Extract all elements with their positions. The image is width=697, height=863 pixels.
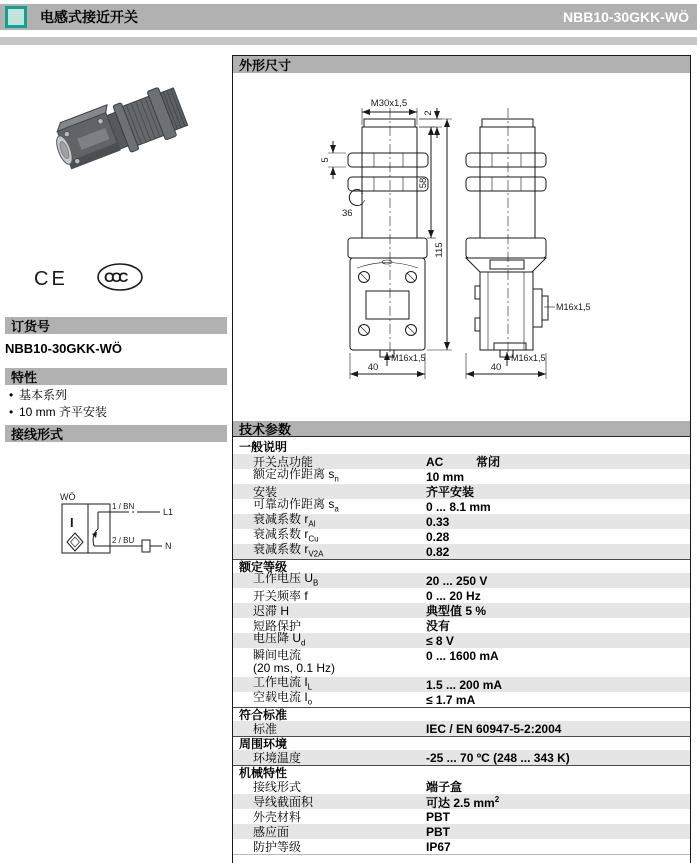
param-value: 0.33 <box>426 514 450 529</box>
param-label: 瞬间电流 (20 ms, 0.1 Hz) <box>253 648 336 675</box>
dim-gland-bottom-right: M16x1,5 <box>511 353 546 363</box>
order-number-value: NBB10-30GKK-WÖ <box>5 341 123 356</box>
dim-wrench: 36 <box>342 208 353 219</box>
param-value: -25 ... 70 ºC (248 ... 343 K) <box>426 750 570 765</box>
param-label: 衰减系数 $r_{Al}$ <box>253 511 316 529</box>
bullet-icon: • <box>9 388 14 402</box>
dim-gland-side: M16x1,5 <box>556 302 591 312</box>
dim-thread-top: M30x1,5 <box>370 98 408 109</box>
param-value: IEC / EN 60947-5-2:2004 <box>426 721 562 736</box>
param-value: 端子盒 <box>426 779 463 794</box>
dimensions-section-header: 外形尺寸 <box>233 55 690 73</box>
table-row <box>233 824 690 839</box>
table-row <box>233 779 690 794</box>
param-label: 感应面 <box>253 824 290 839</box>
param-label: 导线截面积 <box>253 794 314 809</box>
param-label: 外壳材料 <box>253 809 302 824</box>
param-value: PBT <box>426 809 450 824</box>
table-section-header: 机械特性 <box>233 765 690 779</box>
table-section-header: 符合标准 <box>233 707 690 721</box>
param-label: 接线形式 <box>253 779 302 794</box>
dim-115: 115 <box>434 242 445 258</box>
table-row <box>233 648 690 677</box>
svg-text:2 / BU: 2 / BU <box>112 536 135 545</box>
dimension-drawing <box>240 83 690 415</box>
dim-5: 5 <box>320 157 331 163</box>
param-value: ≤ 8 V <box>426 633 454 648</box>
param-label: 标准 <box>253 721 278 736</box>
svg-text:I: I <box>70 515 74 530</box>
table-section-header: 额定等级 <box>233 559 690 573</box>
bullet-icon: • <box>9 405 14 419</box>
param-value: 0.28 <box>426 529 450 544</box>
param-value: 0 ... 20 Hz <box>426 588 481 603</box>
param-label: 环境温度 <box>253 750 302 765</box>
table-row <box>233 588 690 603</box>
tech-params-section-header: 技术参数 <box>233 421 690 437</box>
table-row <box>233 570 690 588</box>
table-row <box>233 809 690 824</box>
features-section-header: 特性 <box>5 368 227 385</box>
dim-2: 2 <box>423 110 434 116</box>
param-label: 迟滞 H <box>253 603 290 618</box>
ccc-mark-icon <box>95 261 147 293</box>
param-label: 衰减系数 $r_{Cu}$ <box>253 526 319 544</box>
param-value: 10 mm <box>426 469 465 484</box>
param-label: 工作电流 $I_L$ <box>253 674 313 692</box>
order-number-section-header: 订货号 <box>5 317 227 334</box>
table-row <box>233 839 690 854</box>
ce-mark-icon <box>33 264 69 290</box>
table-section-header: 周围环境 <box>233 736 690 750</box>
param-label: 安装 <box>253 484 278 499</box>
svg-text:WÖ: WÖ <box>60 492 76 502</box>
feature-item: • 基本系列 <box>9 388 68 402</box>
page-title: 电感式接近开关 <box>40 9 138 25</box>
param-value: AC 常闭 <box>426 454 501 469</box>
param-value: 1.5 ... 200 mA <box>426 677 503 692</box>
param-value: 典型值 5 % <box>426 603 487 618</box>
param-label: 短路保护 <box>253 618 302 633</box>
svg-text:L1: L1 <box>163 507 174 517</box>
param-value: 0.82 <box>426 544 450 559</box>
product-photo <box>48 78 192 188</box>
param-label: 衰减系数 $r_{V2A}$ <box>253 541 324 559</box>
param-label: 空载电流 $I_o$ <box>253 689 313 707</box>
svg-text:CE: CE <box>34 268 68 290</box>
dim-40-left: 40 <box>367 362 379 373</box>
dim-gland-bottom-left: M16x1,5 <box>391 353 426 363</box>
tech-params-table <box>233 440 690 855</box>
param-label: 工作电压 $U_B$ <box>253 570 319 588</box>
brand-logo-icon <box>5 6 27 28</box>
param-value: 0 ... 1600 mA <box>426 649 499 663</box>
wiring-diagram <box>55 482 185 560</box>
param-value: 没有 <box>426 618 451 633</box>
header-bar <box>0 4 697 30</box>
param-value: ≤ 1.7 mA <box>426 692 476 707</box>
feature-item: • 10 mm 齐平安装 <box>9 405 108 419</box>
table-section-header: 一般说明 <box>239 440 288 454</box>
table-row <box>233 630 690 648</box>
param-label: 防护等级 <box>253 839 302 854</box>
svg-text:CCC: CCC <box>104 269 126 285</box>
param-value: IP67 <box>426 839 451 854</box>
param-label: 额定动作距离 $s_n$ <box>253 466 339 484</box>
table-row <box>233 541 690 559</box>
table-row <box>233 750 690 765</box>
wiring-section-header: 接线形式 <box>5 425 227 442</box>
param-label: 电压降 $U_d$ <box>253 630 306 648</box>
param-value: PBT <box>426 824 450 839</box>
svg-text:1 / BN: 1 / BN <box>112 502 135 511</box>
dim-40-right: 40 <box>490 362 502 373</box>
param-label: 开关频率 f <box>253 588 308 603</box>
param-value: 20 ... 250 V <box>426 573 488 588</box>
features-list <box>5 387 227 421</box>
svg-text:N: N <box>165 541 172 551</box>
param-value: 齐平安装 <box>426 484 475 499</box>
table-row <box>233 689 690 707</box>
table-row <box>233 603 690 618</box>
table-row <box>233 721 690 736</box>
header-model-number: NBB10-30GKK-WÖ <box>562 9 689 25</box>
table-row <box>233 466 690 484</box>
param-label: 开关点功能 <box>253 454 314 469</box>
wrench-icon <box>349 190 365 206</box>
header-substrip <box>0 37 697 45</box>
dim-58: 58 <box>418 177 429 189</box>
param-label: 可靠动作距离 $s_a$ <box>253 496 339 514</box>
param-value: 可达 2.5 $mm^2$ <box>426 795 500 810</box>
table-row <box>233 794 690 809</box>
param-value: 0 ... 8.1 mm <box>426 499 491 514</box>
